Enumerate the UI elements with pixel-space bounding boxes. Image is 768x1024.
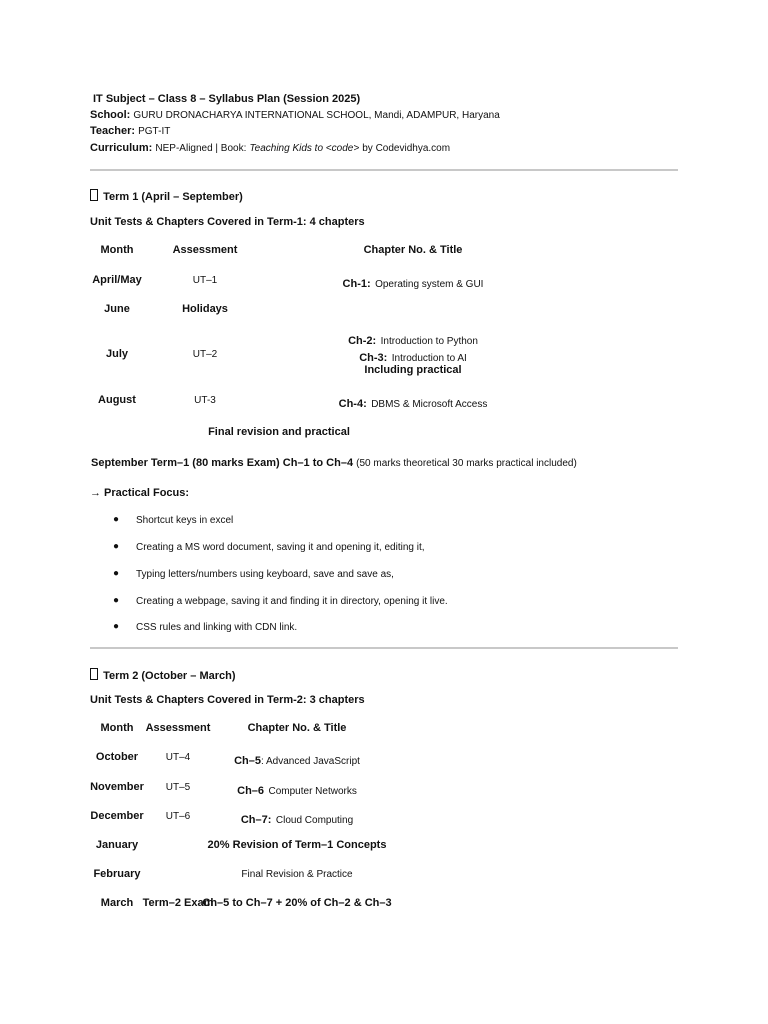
teacher-line — [90, 125, 170, 137]
term1-heading-line — [90, 189, 243, 203]
curriculum-line — [90, 142, 450, 154]
list-item: Typing letters/numbers using keyboard, save and save as, — [136, 569, 394, 580]
term1-col-assessment: Assessment — [172, 244, 238, 256]
september-line — [91, 457, 577, 469]
bullet-icon: ● — [113, 621, 120, 632]
teacher-label: Teacher: — [90, 125, 136, 137]
term2-heading: Term 2 (October – March) — [103, 670, 236, 682]
chapter-title: Computer Networks — [268, 786, 357, 797]
table-cell-assessment: UT–6 — [165, 811, 191, 822]
table-cell-month: April/May — [92, 274, 142, 286]
table-cell-assessment: UT–1 — [192, 275, 218, 286]
practical-heading: → Practical Focus: — [90, 487, 190, 499]
table-cell-assessment: UT-3 — [194, 395, 216, 406]
school-value: GURU DRONACHARYA INTERNATIONAL SCHOOL, Mandi, ADAMPUR, Haryana — [133, 110, 500, 121]
table-cell-month: February — [93, 868, 141, 880]
term1-col-month: Month — [100, 244, 134, 256]
divider — [90, 647, 678, 649]
table-cell-chapter — [343, 274, 484, 292]
term1-col-chapter: Chapter No. & Title — [363, 244, 463, 256]
chapter-label: Ch-2: — [348, 335, 377, 347]
table-cell-chapter — [348, 331, 478, 349]
chapter-label: Ch-1: — [342, 278, 371, 290]
table-cell-month: December — [90, 810, 144, 822]
table-cell-assessment: UT–4 — [165, 752, 191, 763]
table-cell-extra: Including practical — [364, 364, 462, 376]
table-cell-assessment: UT–2 — [192, 349, 218, 360]
chapter-title: DBMS & Microsoft Access — [371, 399, 488, 410]
list-item: CSS rules and linking with CDN link. — [136, 622, 298, 633]
chapter-label: Ch–6 — [237, 785, 265, 797]
chapter-title: Operating system & GUI — [375, 279, 484, 290]
school-label: School: — [90, 109, 131, 121]
document-title: IT Subject – Class 8 – Syllabus Plan (Session 2025) — [93, 93, 361, 105]
curriculum-pre: NEP-Aligned | Book: — [155, 143, 247, 154]
divider — [90, 169, 678, 171]
table-cell-month: August — [98, 394, 136, 406]
bullet-icon: ● — [113, 568, 120, 579]
missing-glyph-icon — [90, 668, 98, 680]
chapter-title: : Advanced JavaScript — [260, 756, 360, 767]
table-cell-chapter — [339, 394, 488, 412]
list-item: Shortcut keys in excel — [136, 515, 234, 526]
missing-glyph-icon — [90, 189, 98, 201]
table-cell-month: October — [95, 751, 139, 763]
curriculum-post: by Codevidhya.com — [362, 143, 451, 154]
chapter-label: Ch–7: — [240, 814, 272, 826]
table-cell-month: November — [90, 781, 144, 793]
table-cell-chapter — [241, 810, 353, 828]
school-line — [90, 109, 500, 121]
chapter-label: Ch-3: — [359, 352, 388, 364]
list-item: Creating a webpage, saving it and finding it in directory, opening it live. — [136, 596, 448, 607]
curriculum-book: Teaching Kids to <code> — [249, 143, 360, 154]
teacher-value: PGT-IT — [138, 126, 171, 137]
chapter-label: Ch-4: — [338, 398, 367, 410]
chapter-title: Introduction to Python — [380, 336, 478, 347]
curriculum-label: Curriculum: — [90, 142, 153, 154]
term2-col-chapter: Chapter No. & Title — [247, 722, 347, 734]
term2-heading-line — [90, 668, 236, 682]
table-cell-month: July — [105, 348, 129, 360]
term1-heading: Term 1 (April – September) — [103, 191, 243, 203]
table-cell-chapter: Final Revision & Practice — [241, 869, 353, 880]
chapter-label: Ch–5 — [234, 755, 261, 767]
final-revision: Final revision and practical — [208, 426, 350, 438]
term1-subheading: Unit Tests & Chapters Covered in Term-1: 4 chapters — [90, 216, 365, 228]
table-cell-month: March — [100, 897, 134, 909]
table-cell-assessment: UT–5 — [165, 782, 191, 793]
september-bold: September Term–1 (80 marks Exam) Ch–1 to Ch–4 — [91, 457, 354, 469]
table-cell-assessment: Holidays — [182, 303, 228, 315]
term2-subheading: Unit Tests & Chapters Covered in Term-2: 3 chapters — [90, 694, 365, 706]
table-cell-month: June — [104, 303, 130, 315]
chapter-title: Introduction to AI — [391, 353, 467, 364]
chapter-title: Cloud Computing — [275, 815, 354, 826]
bullet-icon: ● — [113, 514, 120, 525]
table-cell-assessment: Term–2 Exam — [142, 897, 214, 909]
term2-col-month: Month — [100, 722, 134, 734]
table-cell-chapter — [237, 781, 357, 799]
table-cell-chapter — [234, 751, 360, 769]
bullet-icon: ● — [113, 595, 120, 606]
term2-col-assessment: Assessment — [145, 722, 211, 734]
table-cell-month: January — [95, 839, 139, 851]
table-cell-chapter: 20% Revision of Term–1 Concepts — [207, 839, 387, 851]
list-item: Creating a MS word document, saving it and opening it, editing it, — [136, 542, 425, 553]
september-note: (50 marks theoretical 30 marks practical included) — [356, 458, 577, 469]
table-cell-chapter: Ch–5 to Ch–7 + 20% of Ch–2 & Ch–3 — [202, 897, 392, 909]
bullet-icon: ● — [113, 541, 120, 552]
